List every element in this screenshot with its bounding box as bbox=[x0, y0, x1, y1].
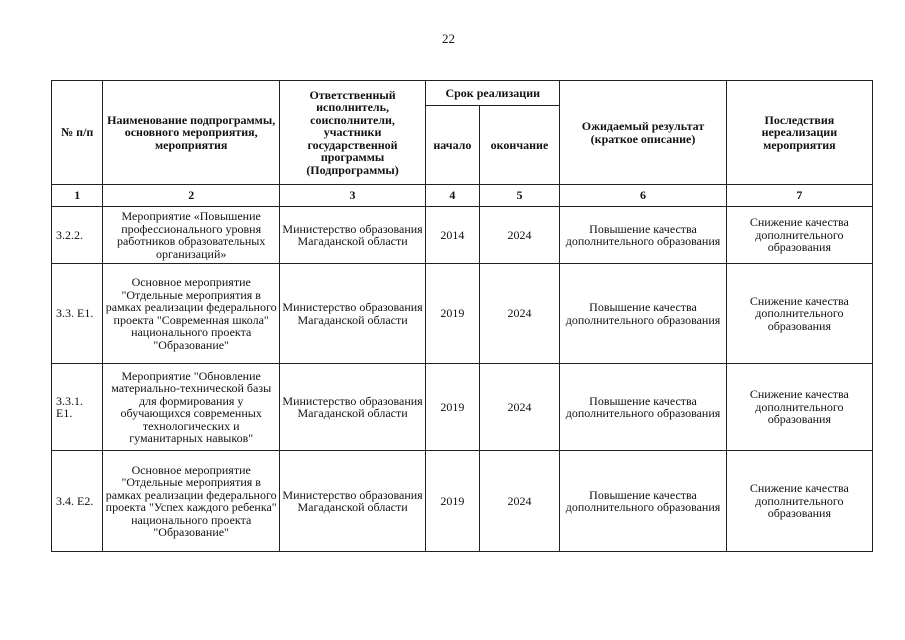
event-name: Основное мероприятие "Отдельные мероприятия в рамках реализации федерального проекта "Успех каждого ребенка" национального проекта "Образование" bbox=[103, 451, 280, 552]
non-implementation-consequences: Снижение качества дополнительного образования bbox=[726, 264, 872, 364]
column-number: 4 bbox=[426, 185, 479, 207]
program-events-table bbox=[51, 80, 873, 552]
expected-result: Повышение качества дополнительного образования bbox=[560, 207, 726, 264]
end-year: 2024 bbox=[479, 264, 560, 364]
column-number: 7 bbox=[726, 185, 872, 207]
non-implementation-consequences: Снижение качества дополнительного образования bbox=[726, 364, 872, 451]
header-result: Ожидаемый результат (краткое описание) bbox=[560, 81, 726, 185]
column-number: 5 bbox=[479, 185, 560, 207]
header-responsible: Ответственный исполнитель, соисполнители, участники государственной программы (Подпрограммы) bbox=[279, 81, 425, 185]
responsible-executor: Министерство образования Магаданской области bbox=[279, 451, 425, 552]
responsible-executor: Министерство образования Магаданской области bbox=[279, 264, 425, 364]
row-number: 3.3.1. Е1. bbox=[52, 364, 103, 451]
column-number: 1 bbox=[52, 185, 103, 207]
start-year: 2019 bbox=[426, 451, 479, 552]
expected-result: Повышение качества дополнительного образования bbox=[560, 451, 726, 552]
header-consequences: Последствия нереализации мероприятия bbox=[726, 81, 872, 185]
row-number: 3.4. Е2. bbox=[52, 451, 103, 552]
responsible-executor: Министерство образования Магаданской области bbox=[279, 364, 425, 451]
end-year: 2024 bbox=[479, 451, 560, 552]
column-number-row bbox=[52, 185, 873, 207]
end-year: 2024 bbox=[479, 207, 560, 264]
event-name: Мероприятие «Повышение профессионального уровня работников образовательных организаций» bbox=[103, 207, 280, 264]
expected-result: Повышение качества дополнительного образования bbox=[560, 364, 726, 451]
table-header-row bbox=[52, 81, 873, 106]
expected-result: Повышение качества дополнительного образования bbox=[560, 264, 726, 364]
non-implementation-consequences: Снижение качества дополнительного образования bbox=[726, 207, 872, 264]
table-row bbox=[52, 364, 873, 451]
event-name: Мероприятие "Обновление материально-технической базы для формирования у обучающихся современных технологических и гуманитарных навыков" bbox=[103, 364, 280, 451]
event-name: Основное мероприятие "Отдельные мероприятия в рамках реализации федерального проекта "Современная школа" национального проекта "Образование" bbox=[103, 264, 280, 364]
start-year: 2014 bbox=[426, 207, 479, 264]
column-number: 3 bbox=[279, 185, 425, 207]
header-start: начало bbox=[426, 106, 479, 185]
responsible-executor: Министерство образования Магаданской области bbox=[279, 207, 425, 264]
start-year: 2019 bbox=[426, 264, 479, 364]
column-number: 6 bbox=[560, 185, 726, 207]
table-row bbox=[52, 451, 873, 552]
row-number: 3.3. Е1. bbox=[52, 264, 103, 364]
end-year: 2024 bbox=[479, 364, 560, 451]
start-year: 2019 bbox=[426, 364, 479, 451]
table-row bbox=[52, 264, 873, 364]
header-name: Наименование подпрограммы, основного мероприятия, мероприятия bbox=[103, 81, 280, 185]
non-implementation-consequences: Снижение качества дополнительного образования bbox=[726, 451, 872, 552]
column-number: 2 bbox=[103, 185, 280, 207]
header-period: Срок реализации bbox=[426, 81, 560, 106]
page-number: 22 bbox=[442, 31, 455, 46]
row-number: 3.2.2. bbox=[52, 207, 103, 264]
header-no: № п/п bbox=[52, 81, 103, 185]
header-end: окончание bbox=[479, 106, 560, 185]
table-row bbox=[52, 207, 873, 264]
